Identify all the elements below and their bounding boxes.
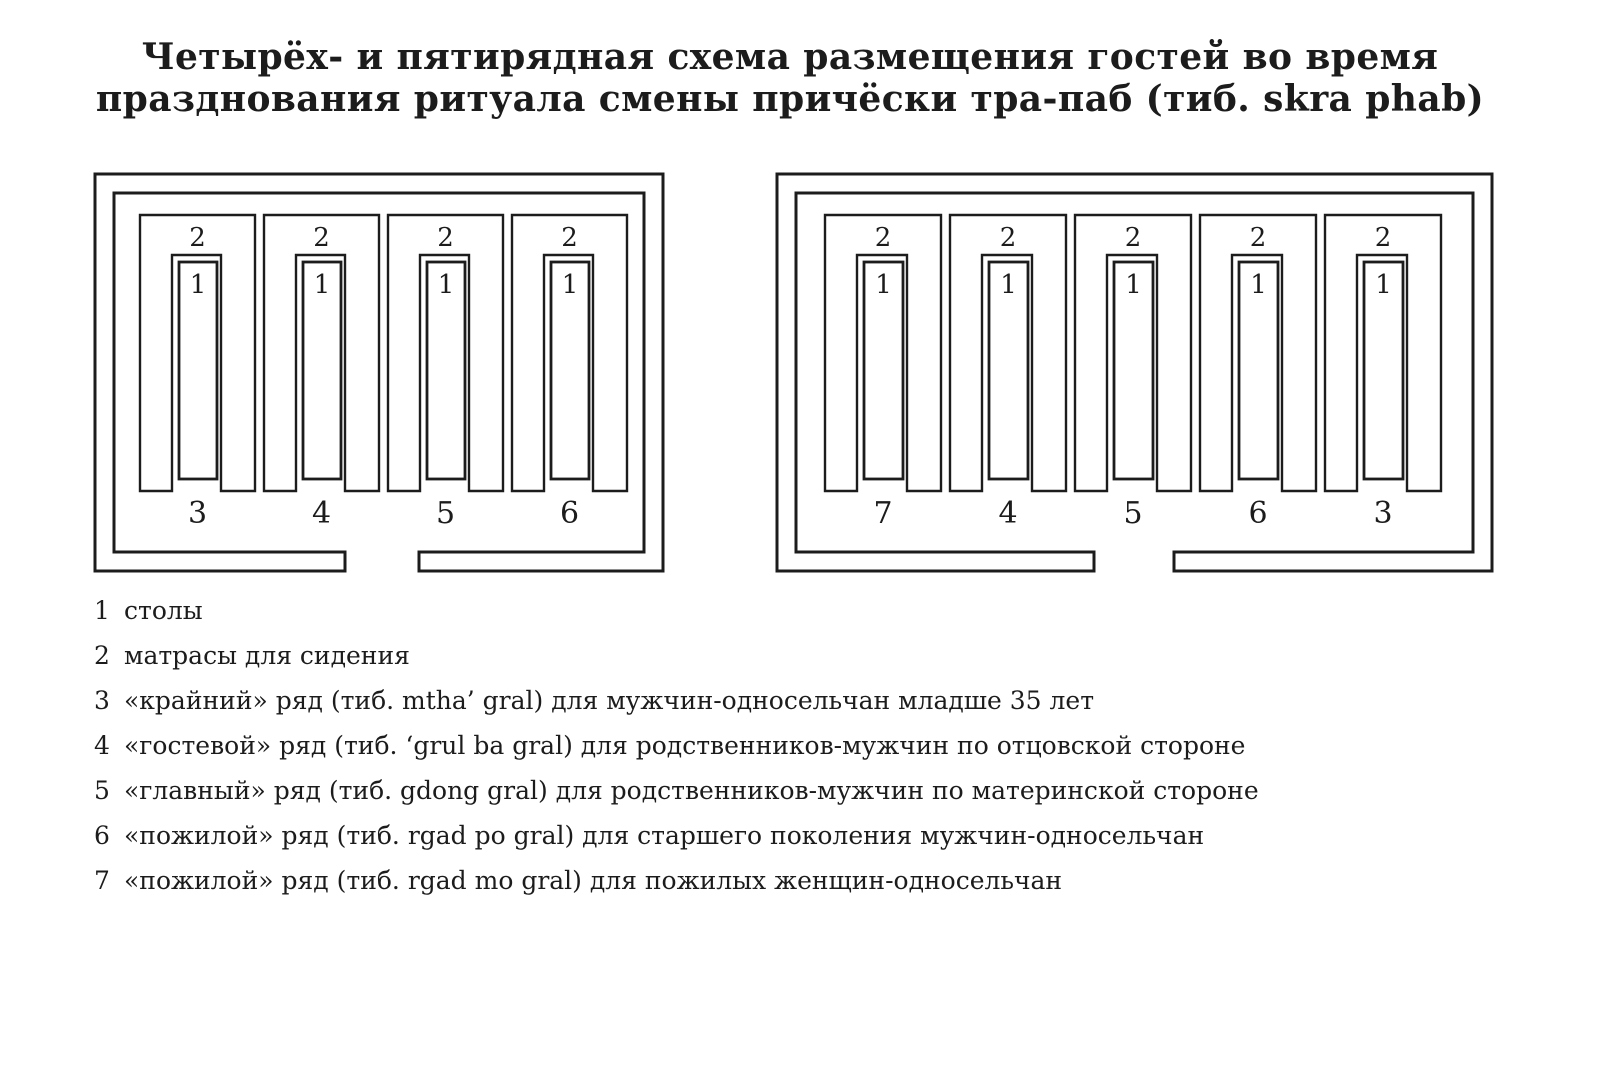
mattress-label: 2 <box>1124 223 1142 253</box>
table-label: 1 <box>437 270 455 300</box>
row-number-label: 3 <box>1373 496 1393 531</box>
row-number-label: 4 <box>998 496 1018 531</box>
row-number-label: 3 <box>187 496 208 531</box>
legend-item-number: 3 <box>94 686 110 715</box>
mattress-label: 2 <box>1374 223 1392 253</box>
row-number-label: 5 <box>1123 496 1143 531</box>
table-label: 1 <box>1000 270 1017 300</box>
figure-title-line1: Четырёх- и пятирядная схема размещения гостей во время <box>141 36 1439 78</box>
four-row-seating-diagram <box>85 164 685 584</box>
table-label: 1 <box>189 270 207 300</box>
mattress-label: 2 <box>874 223 892 253</box>
legend-item-text: «гостевой» ряд (тиб. ‘grul ba gral) для родственников-мужчин по отцовской стороне <box>124 731 1246 760</box>
mattress-label: 2 <box>313 223 330 253</box>
row-number-label: 6 <box>1248 496 1268 531</box>
legend-item-number: 6 <box>94 821 110 850</box>
table-label: 1 <box>1125 270 1142 300</box>
mattress-label: 2 <box>1249 223 1267 253</box>
legend-item <box>94 723 1259 768</box>
mattress-label: 2 <box>999 223 1017 253</box>
legend-item <box>94 813 1259 858</box>
legend-item-number: 1 <box>94 596 110 625</box>
legend-item-text: «пожилой» ряд (тиб. rgad po gral) для старшего поколения мужчин-односельчан <box>124 821 1205 850</box>
table-label: 1 <box>1250 270 1267 300</box>
figure-title <box>0 36 1580 120</box>
row-number-label: 5 <box>435 496 456 531</box>
legend <box>94 588 1259 903</box>
legend-item <box>94 858 1259 903</box>
mattress-row-outline <box>1075 215 1191 491</box>
mattress-row-outline <box>950 215 1066 491</box>
legend-item-number: 7 <box>94 866 110 895</box>
mattress-row-outline <box>264 215 379 491</box>
row-number-label: 7 <box>873 496 893 531</box>
legend-item-number: 2 <box>94 641 110 670</box>
legend-item-text: столы <box>124 596 203 625</box>
legend-item-text: матрасы для сидения <box>124 641 410 670</box>
legend-item <box>94 768 1259 813</box>
row-number-label: 4 <box>311 496 332 531</box>
mattress-row-outline <box>512 215 627 491</box>
mattress-row-outline <box>388 215 503 491</box>
mattress-row-outline <box>140 215 255 491</box>
legend-item-text: «главный» ряд (тиб. gdong gral) для родственников-мужчин по материнской стороне <box>124 776 1259 805</box>
legend-item-number: 5 <box>94 776 110 805</box>
table-label: 1 <box>561 270 579 300</box>
table-label: 1 <box>875 270 892 300</box>
legend-item <box>94 588 1259 633</box>
legend-item-number: 4 <box>94 731 110 760</box>
legend-item-text: «крайний» ряд (тиб. mtha’ gral) для мужчин-односельчан младше 35 лет <box>124 686 1095 715</box>
legend-item-text: «пожилой» ряд (тиб. rgad mo gral) для пожилых женщин-односельчан <box>124 866 1063 895</box>
mattress-label: 2 <box>189 223 206 253</box>
five-row-seating-diagram <box>767 164 1507 584</box>
mattress-label: 2 <box>561 223 578 253</box>
row-number-label: 6 <box>559 496 580 531</box>
figure-title-line2: празднования ритуала смены причёски тра-паб (тиб. skra phab) <box>95 78 1485 120</box>
table-label: 1 <box>313 270 331 300</box>
legend-item <box>94 633 1259 678</box>
legend-item <box>94 678 1259 723</box>
mattress-row-outline <box>1325 215 1441 491</box>
mattress-row-outline <box>1200 215 1316 491</box>
table-label: 1 <box>1375 270 1392 300</box>
mattress-label: 2 <box>437 223 454 253</box>
mattress-row-outline <box>825 215 941 491</box>
